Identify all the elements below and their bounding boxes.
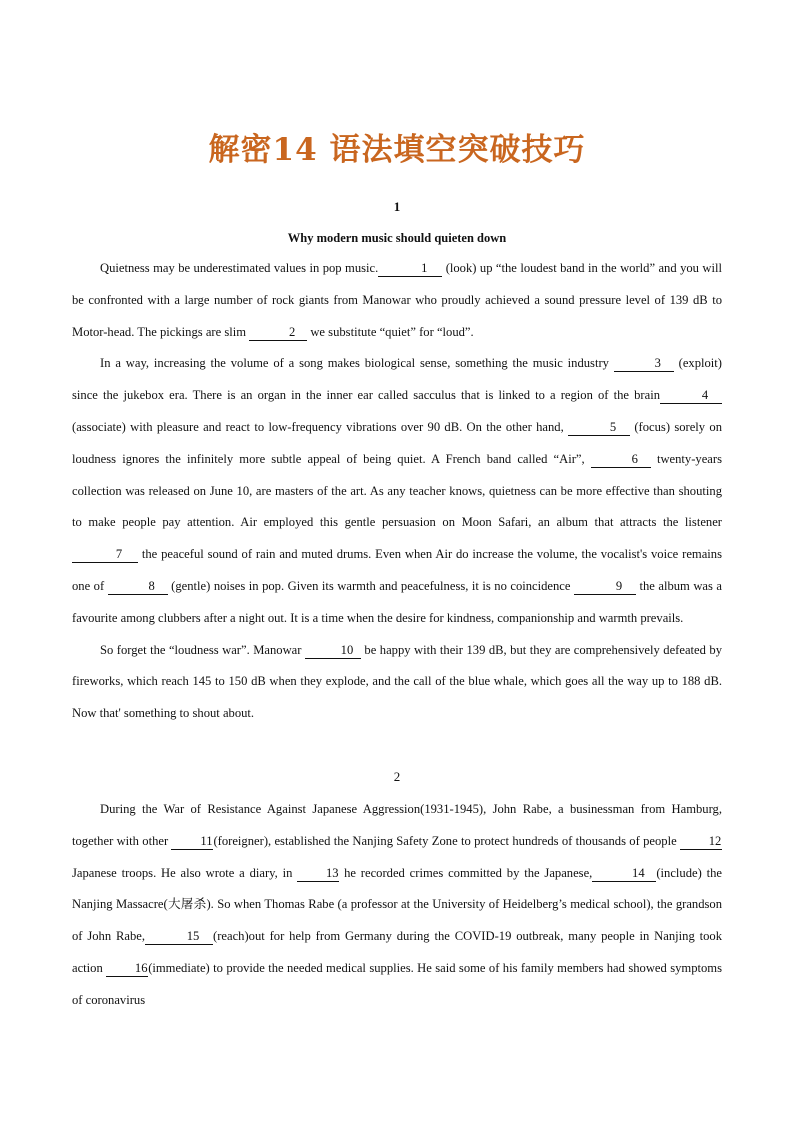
blank-11: 11 [171,834,213,850]
section-1-number: 1 [393,199,401,214]
passage-1-body [72,253,722,730]
blank-1: 1 [378,261,442,277]
blank-16: 16 [106,961,148,977]
blank-9: 9 [574,579,636,595]
blank-3: 3 [614,356,674,372]
passage-1-paragraph-1: Quietness may be underestimated values in pop music. 1 (look) up “the loudest band in the world” and you will be confronted with a large number of rock giants from Manowar who proudly achieved a sound pressure level of 139 dB to Motor-head. The pickings are slim 2 we substitute “quiet” for “loud”. [72,261,722,339]
section-2-number: 2 [393,769,401,784]
blank-14: 14 [592,866,656,882]
blank-12: 12 [680,834,722,850]
blank-7: 7 [72,547,138,563]
passage-1-paragraph-2: In a way, increasing the volume of a song makes biological sense, something the music industry 3 (exploit) since the jukebox era. There is an organ in the inner ear called sacculus that is linked to a region of the brain 4 (associate) with pleasure and react to low-frequency vibrations over 90 dB. On the other hand, 5 (focus) sorely on loudness ignores the infinitely more subtle appeal of being quiet. A French band called “Air”, 6 twenty-years collection was released on June 10, are masters of the art. As any teacher knows, quietness can be more effective than shouting to make people pay attention. Air employed this gentle persuasion on Moon Safari, an album that attracts the listener 7 the peaceful sound of rain and muted drums. Even when Air do increase the volume, the vocalist's voice remains one of 8 (gentle) noises in pop. Given its warmth and peacefulness, it is no coincidence 9 the album was a favourite among clubbers after a night out. It is a time when the desire for kindness, companionship and warmth prevails. [72,356,722,625]
blank-6: 6 [591,452,651,468]
blank-13: 13 [297,866,339,882]
blank-10: 10 [305,643,361,659]
passage-1-paragraph-3: So forget the “loudness war”. Manowar 10 be happy with their 139 dB, but they are comprehensively defeated by fireworks, which reach 145 to 150 dB when they explode, and the call of the blue whale, which goes all the way up to 188 dB. Now that' something to shout about. [72,642,722,721]
passage-2-body [72,794,722,1017]
blank-8: 8 [108,579,168,595]
blank-2: 2 [249,325,307,341]
passage-2-paragraph-1: During the War of Resistance Against Japanese Aggression(1931-1945), John Rabe, a businessman from Hamburg, together with other 11(foreigner), established the Nanjing Safety Zone to protect hundreds of thousands of people 12 Japanese troops. He also wrote a diary, in 13 he recorded crimes committed by the Japanese, 14 (include) the Nanjing Massacre(大屠杀). So when Thomas Rabe (a professor at the University of Heidelberg’s medical school), the grandson of John Rabe, 15 (reach)out for help from Germany during the COVID-19 outbreak, many people in Nanjing took action 16(immediate) to provide the needed medical supplies. He said some of his family members had showed symptoms of coronavirus [72,802,722,1007]
page-title: 解密14 语法填空突破技巧 [208,132,586,168]
passage-1-heading: Why modern music should quieten down [287,231,507,245]
blank-15: 15 [145,929,213,945]
blank-5: 5 [568,420,630,436]
blank-4: 4 [660,388,722,404]
